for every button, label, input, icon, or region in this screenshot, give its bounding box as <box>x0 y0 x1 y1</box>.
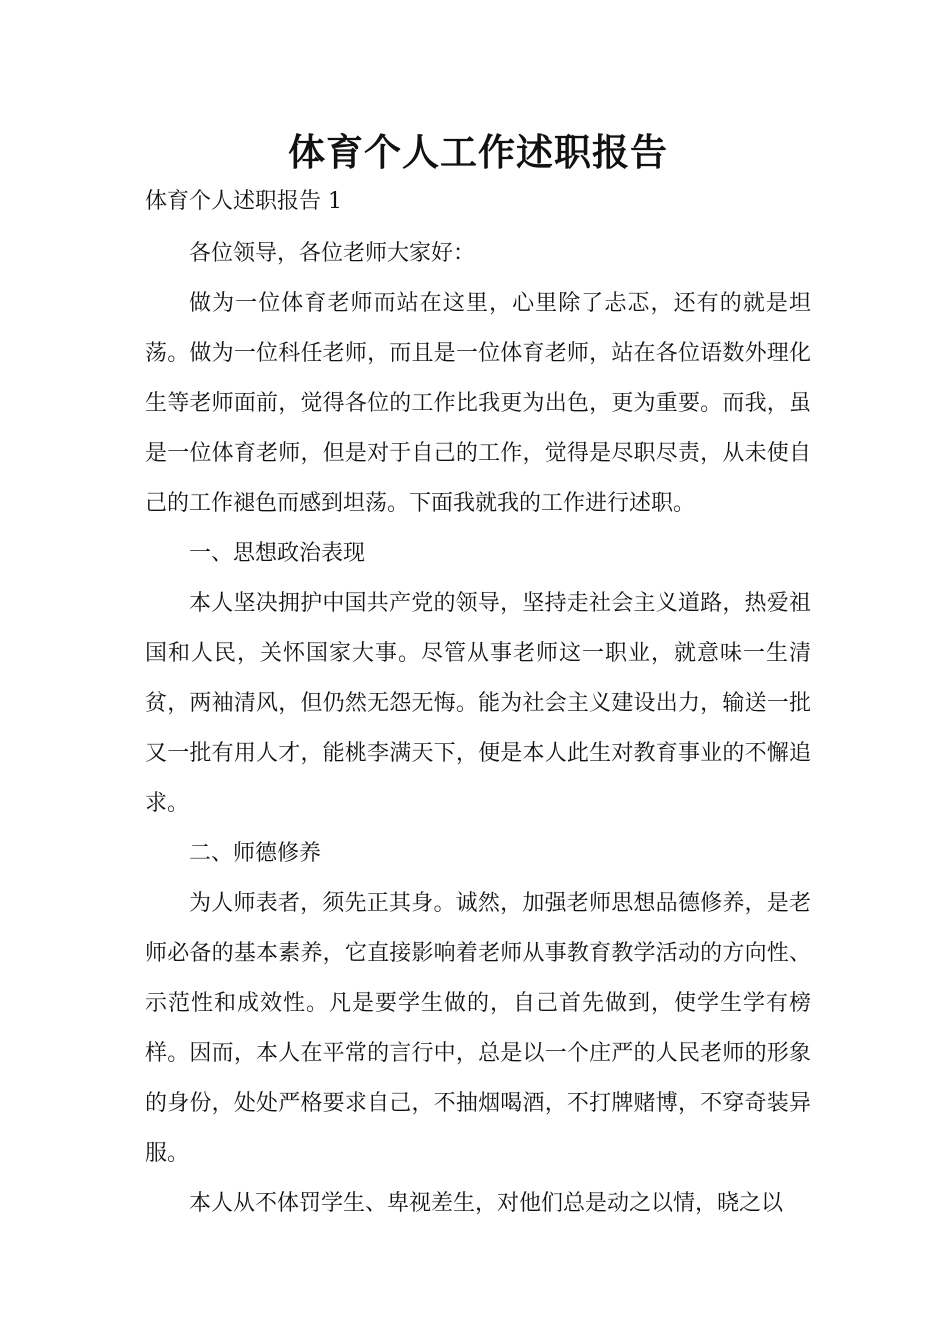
ethics-paragraph: 为人师表者，须先正其身。诚然，加强老师思想品德修养，是老师必备的基本素养，它直接影响着老师从事教育教学活动的方向性、示范性和成效性。凡是要学生做的，自己首先做到，使学生学有榜样。因而，本人在平常的言行中，总是以一个庄严的人民老师的形象的身份，处处严格要求自己，不抽烟喝酒，不打牌赌博，不穿奇装异服。 <box>145 891 811 1166</box>
document-body <box>145 128 811 1229</box>
political-paragraph: 本人坚决拥护中国共产党的领导，坚持走社会主义道路，热爱祖国和人民，关怀国家大事。尽管从事老师这一职业，就意味一生清贫，两袖清风，但仍然无怨无悔。能为社会主义建设出力，输送一批又一批有用人才，能桃李满天下，便是本人此生对教育事业的不懈追求。 <box>145 591 811 816</box>
intro-paragraph: 做为一位体育老师而站在这里，心里除了忐忑，还有的就是坦荡。做为一位科任老师，而且是一位体育老师，站在各位语数外理化生等老师面前，觉得各位的工作比我更为出色，更为重要。而我，虽是一位体育老师，但是对于自己的工作，觉得是尽职尽责，从未使自己的工作褪色而感到坦荡。下面我就我的工作进行述职。 <box>145 291 811 516</box>
document-subtitle: 体育个人述职报告 1 <box>145 189 342 214</box>
document-title: 体育个人工作述职报告 <box>288 131 668 174</box>
section-heading-ethics: 二、师德修养 <box>189 841 322 866</box>
student-care-paragraph: 本人从不体罚学生、卑视差生，对他们总是动之以情，晓之以 <box>189 1191 784 1216</box>
section-heading-political: 一、思想政治表现 <box>189 541 366 566</box>
greeting-paragraph: 各位领导，各位老师大家好： <box>189 241 476 266</box>
